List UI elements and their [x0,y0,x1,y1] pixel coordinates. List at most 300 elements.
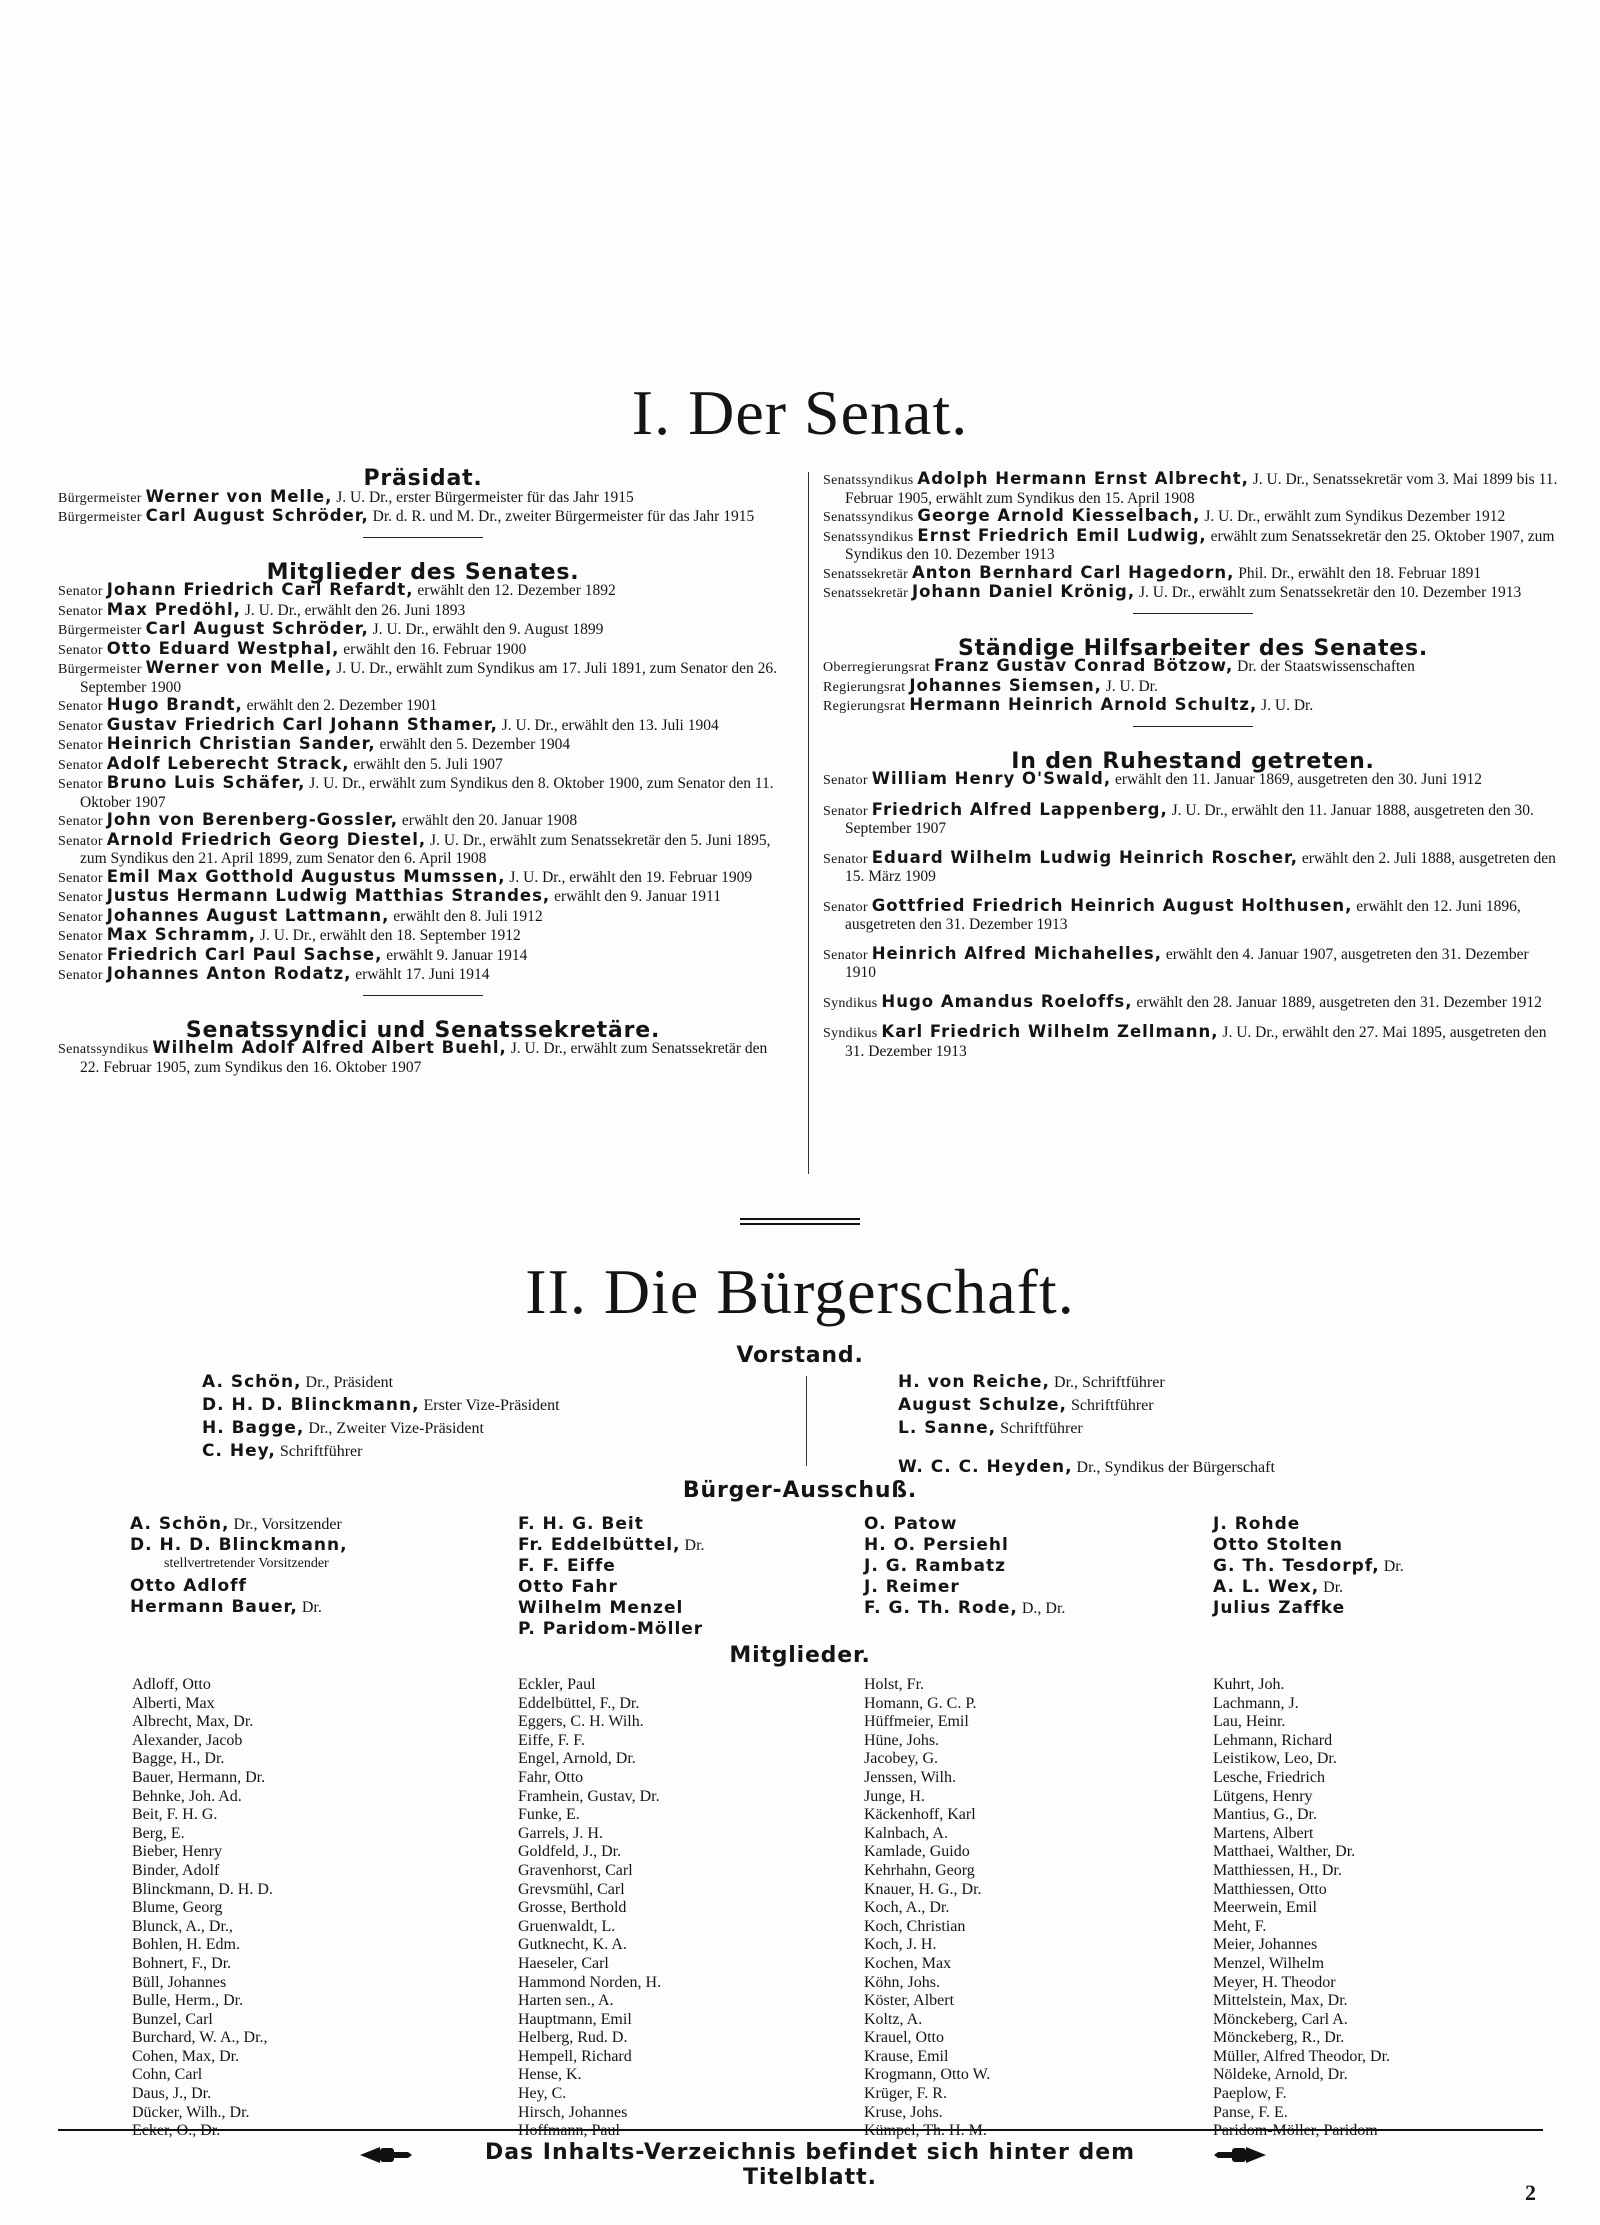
member-role: Schriftführer [1066,1397,1154,1414]
member-name: A. L. Wex, [1213,1577,1320,1597]
section-separator [740,1218,860,1225]
member-name: F. F. Eiffe [518,1556,616,1576]
entry-details: J. U. Dr., erster Bürgermeister für das Jahr 1915 [332,488,634,506]
member-list-item: Mittelstein, Max, Dr. [1213,1992,1348,2010]
ausschuss-member [864,1598,1204,1619]
entry-details: erwählt den 5. Dezember 1904 [375,736,571,753]
senate-entry [58,488,788,508]
member-name: D. H. D. Blinckmann, [202,1395,420,1415]
ausschuss-member [1213,1598,1553,1619]
senate-entry [58,868,788,888]
member-list-item: Beit, F. H. G. [132,1806,218,1824]
entry-name: Carl August Schröder, [145,619,369,638]
entry-title: Senator [58,718,103,734]
entry-name: Justus Hermann Ludwig Matthias Strandes, [106,886,551,905]
entry-title: Senator [823,851,868,867]
entry-name: Arnold Friedrich Georg Diestel, [106,829,427,849]
member-list-item: Adloff, Otto [132,1676,211,1693]
member-list-item: Jenssen, Wilh. [864,1768,956,1786]
member-list-item: Hammond Norden, H. [518,1973,662,1991]
member-list-item: Mönckeberg, Carl A. [1213,2010,1348,2028]
entry-name: Johannes Siemsen, [909,675,1102,695]
member-list-item: Nöldeke, Arnold, Dr. [1213,2066,1348,2084]
senate-entry [58,640,788,660]
senate-entry [58,1039,788,1076]
ausschuss-column [1213,1514,1553,1619]
member-list-item: Kehrhahn, Georg [864,1861,975,1879]
entry-details: erwählt den 8. Juli 1912 [389,907,543,925]
member-list-item: Koch, J. H. [864,1936,937,1954]
member-list-item: Bohnert, F., Dr. [132,1954,232,1972]
senate-entry [58,965,788,985]
senate-entry [58,716,788,736]
member-list-item: Blunck, A., Dr., [132,1917,233,1935]
footer-rule [58,2129,1543,2131]
member-list-item: Paridom-Möller, Paridom [1213,2122,1378,2140]
entry-title: Senator [58,584,103,599]
entry-name: Max Predöhl, [106,599,241,619]
ausschuss-member [518,1598,858,1619]
member-name: D. H. D. Blinckmann, [130,1535,348,1555]
entry-name: Johann Friedrich Carl Refardt, [106,580,414,599]
member-list-item: Meyer, H. Theodor [1213,1973,1336,1991]
member-name: A. Schön, [130,1514,230,1534]
member-list-item: Haeseler, Carl [518,1954,609,1972]
entry-title: Bürgermeister [58,662,142,677]
member-list-item: Kümpel, Th. H. M. [864,2122,987,2140]
member-list-item: Matthiessen, Otto [1213,1880,1327,1898]
member-list-item: Cohen, Max, Dr. [132,2047,240,2065]
ausschuss-column [130,1514,500,1618]
senate-entry [58,811,788,831]
entry-details: erwählt zum Senatssekretär den 25. Oktober 1907, zum Syndikus den 10. Dezember 1913 [845,527,1555,563]
entry-details: J. U. Dr., erwählt den 18. September 1912 [256,927,521,944]
entry-name: Friedrich Alfred Lappenberg, [871,799,1168,819]
entry-name: Emil Max Gotthold Augustus Mumssen, [106,866,506,886]
entry-title: Senator [58,948,103,964]
member-list-item: Bohlen, H. Edm. [132,1936,240,1954]
entry-details: J. U. Dr., erwählt zum Senatssekretär den 22. Februar 1905, zum Syndikus den 16. Oktober 1907 [80,1040,768,1076]
member-list-item: Berg, E. [132,1824,185,1842]
entry-title: Senator [58,642,103,658]
member-name: Otto Fahr [518,1577,618,1597]
ausschuss-member [130,1597,500,1618]
member-name: A. Schön, [202,1372,302,1392]
member-list-item: Matthaei, Walther, Dr. [1213,1843,1356,1861]
member-list-item: Müller, Alfred Theodor, Dr. [1213,2047,1391,2065]
member-list-item: Gutknecht, K. A. [518,1936,627,1954]
ausschuss-member [130,1514,500,1535]
member-list-item: Hirsch, Johannes [518,2103,628,2121]
senate-entry [58,735,788,755]
member-name: P. Paridom-Möller [518,1619,704,1639]
member-list-item: Bauer, Hermann, Dr. [132,1768,266,1786]
member-list-item: Meier, Johannes [1213,1936,1318,1954]
member-list-item: Eiffe, F. F. [518,1731,585,1749]
entry-title: Senator [58,699,103,714]
member-list-item: Käckenhoff, Karl [864,1806,976,1824]
heading-rule [1133,613,1253,614]
member-list-item: Meerwein, Emil [1213,1899,1317,1917]
ausschuss-member [518,1514,858,1535]
senate-entry [823,696,1563,716]
member-list-item: Holst, Fr. [864,1676,925,1693]
mitglieder-heading: Mitglieder. [729,1643,871,1668]
member-list-item: Lesche, Friedrich [1213,1768,1325,1786]
member-list-item: Bieber, Henry [132,1843,222,1861]
entry-details: erwählt den 16. Februar 1900 [339,640,527,658]
entry-name: Gustav Friedrich Carl Johann Sthamer, [106,714,498,734]
member-list-item: Goldfeld, J., Dr. [518,1843,622,1861]
entry-name: Gottfried Friedrich Heinrich August Holthusen, [871,895,1353,915]
member-name: L. Sanne, [898,1418,997,1438]
senate-entry [58,659,788,696]
senate-entry [58,907,788,927]
member-list-item: Framhein, Gustav, Dr. [518,1787,660,1805]
member-list-item: Meht, F. [1213,1917,1267,1935]
member-list-item: Lehmann, Richard [1213,1731,1333,1749]
entry-title: Senatssekretär [823,586,909,601]
member-list-item: Behnke, Joh. Ad. [132,1787,242,1805]
vorstand-member [202,1371,782,1394]
member-list-item: Hey, C. [518,2085,567,2103]
member-list-item: Bagge, H., Dr. [132,1750,225,1768]
entry-title: Senatssyndikus [823,473,914,488]
senate-entry [823,527,1563,564]
entry-title: Syndikus [823,1026,878,1041]
member-list-item: Eddelbüttel, F., Dr. [518,1694,640,1712]
member-list-item: Grosse, Berthold [518,1899,627,1917]
member-list-item: Hauptmann, Emil [518,2010,632,2028]
page-number: 2 [1525,2180,1536,2205]
entry-name: Adolf Leberecht Strack, [106,753,350,773]
ausschuss-member [864,1556,1204,1577]
entry-details: J. U. Dr., erwählt den 27. Mai 1895, ausgetreten den 31. Dezember 1913 [845,1024,1547,1060]
entry-title: Oberregierungsrat [823,660,930,675]
ausschuss-member [864,1514,1204,1535]
member-list-item: Lau, Heinr. [1213,1713,1286,1731]
entry-name: Johannes Anton Rodatz, [106,964,352,983]
member-list-item: Alexander, Jacob [132,1731,243,1749]
entry-title: Senator [58,833,103,849]
entry-details: Phil. Dr., erwählt den 18. Februar 1891 [1234,564,1482,582]
senate-entry [58,946,788,966]
entry-name: Max Schramm, [106,925,257,944]
entry-details: J. U. Dr., erwählt den 11. Januar 1888, ausgetreten den 30. September 1907 [845,801,1534,837]
entry-name: George Arnold Kiesselbach, [917,506,1201,525]
entry-details: erwählt den 2. Dezember 1901 [242,697,438,714]
member-list-item: Grevsmühl, Carl [518,1880,625,1898]
entry-details: J. U. Dr., erwählt zum Senatssekretär den 10. Dezember 1913 [1135,584,1522,601]
ausschuss-heading: Bürger-Ausschuß. [682,1478,918,1503]
entry-name: Adolph Hermann Ernst Albrecht, [917,469,1249,488]
member-list-item: Knauer, H. G., Dr. [864,1880,982,1898]
member-list-item: Koch, Christian [864,1917,966,1935]
entry-title: Senator [823,899,868,915]
spacer [823,1060,1563,1071]
ausschuss-member [518,1535,858,1556]
senate-entry [58,507,788,527]
member-name: J. G. Rambatz [864,1556,1006,1576]
member-list-item: Ecker, O., Dr. [132,2122,221,2140]
senate-entry [823,564,1563,584]
member-list-item: Köster, Albert [864,1992,955,2010]
senat-title: I. Der Senat. [631,377,969,448]
member-name: H. Bagge, [202,1418,305,1438]
ausschuss-member [1213,1556,1553,1577]
entry-title: Regierungsrat [823,699,906,714]
member-list-item: Panse, F. E. [1213,2103,1288,2121]
entry-details: erwählt den 2. Juli 1888, ausgetreten den 15. März 1909 [845,849,1556,885]
entry-details: J. U. Dr., erwählt zum Syndikus Dezember 1912 [1200,508,1506,525]
senat-left-column [58,466,788,1076]
heading-rule [1133,726,1253,727]
senate-entry [823,993,1563,1013]
entry-name: Wilhelm Adolf Alfred Albert Buehl, [152,1038,507,1057]
entry-title: Senator [58,757,103,773]
entry-name: Heinrich Alfred Michahelles, [871,943,1162,963]
member-role: Dr. [297,1599,322,1616]
entry-details: J. U. Dr., erwählt zum Senatssekretär den 5. Juni 1895, zum Syndikus den 21. April 1899, zum Senator den 6. April 1908 [80,831,771,867]
senat-right-column [823,470,1563,1071]
member-list-item: Martens, Albert [1213,1824,1314,1842]
member-name: Wilhelm Menzel [518,1598,684,1618]
member-role: Schriftführer [996,1420,1083,1437]
member-list-item: Gruenwaldt, L. [518,1917,616,1935]
member-list-item: Hüne, Johs. [864,1731,940,1749]
member-role: Dr., Präsident [301,1374,394,1391]
entry-title: Senator [58,814,103,829]
mitglieder-column [864,1676,1204,2141]
entry-title: Senator [823,947,868,963]
mitglieder-column [1213,1676,1573,2141]
member-role: Dr., Schriftführer [1050,1374,1165,1391]
entry-details: erwählt den 12. Juni 1896, ausgetreten den 31. Dezember 1913 [845,897,1521,933]
member-list-item: Eggers, C. H. Wilh. [518,1713,644,1731]
member-name: F. H. G. Beit [518,1514,644,1534]
entry-name: Otto Eduard Westphal, [106,638,340,658]
entry-name: Bruno Luis Schäfer, [106,773,306,792]
ausschuss-member [864,1535,1204,1556]
member-list-item: Burchard, W. A., Dr., [132,2029,268,2047]
section-heading: Präsidat. [363,466,483,491]
entry-title: Senatssyndikus [823,529,914,545]
entry-name: John von Berenberg-Gossler, [106,810,399,829]
member-list-item: Hüffmeier, Emil [864,1713,969,1731]
member-list-item: Hoffmann, Paul [518,2122,620,2140]
member-list-item: Kalnbach, A. [864,1824,948,1842]
member-list-item: Mönckeberg, R., Dr. [1213,2029,1345,2047]
section-heading: Senatssyndici und Senatssekretäre. [185,1017,661,1043]
member-list-item: Helberg, Rud. D. [518,2029,628,2047]
entry-title: Senator [58,909,103,925]
member-list-item: Krause, Emil [864,2047,949,2065]
entry-name: Johannes August Lattmann, [106,905,390,925]
ausschuss-member [130,1576,500,1597]
heading-rule [363,995,483,996]
senate-entry [823,677,1563,697]
entry-name: Friedrich Carl Paul Sachse, [106,944,383,964]
member-list-item: Mantius, G., Dr. [1213,1806,1317,1824]
entry-details: erwählt den 20. Januar 1908 [398,812,578,829]
ausschuss-member [518,1619,858,1640]
senate-entry [58,696,788,716]
senate-entry [58,581,788,601]
member-name: O. Patow [864,1514,958,1534]
member-list-item: Dücker, Wilh., Dr. [132,2103,250,2121]
senate-entry [823,770,1563,790]
member-list-item: Büll, Johannes [132,1973,227,1991]
member-list-item: Matthiessen, H., Dr. [1213,1861,1342,1879]
entry-name: Eduard Wilhelm Ludwig Heinrich Roscher, [871,847,1299,867]
member-list-item: Paeplow, F. [1213,2085,1287,2103]
heading-rule [363,537,483,538]
member-name: Otto Adloff [130,1576,247,1596]
entry-title: Senator [58,929,103,944]
entry-name: Heinrich Christian Sander, [106,734,376,753]
ausschuss-member [130,1535,500,1556]
entry-details: Dr. d. R. und M. Dr., zweiter Bürgermeister für das Jahr 1915 [368,508,755,525]
senate-entry [823,583,1563,603]
member-list-item: Koch, A., Dr. [864,1899,950,1917]
entry-details: J. U. Dr., erwählt den 26. Juni 1893 [240,601,466,619]
pointing-hand-left-icon [358,2142,416,2168]
member-list-item: Kuhrt, Joh. [1213,1676,1285,1693]
entry-details: J. U. Dr., Senatssekretär vom 3. Mai 1899 bis 11. Februar 1905, erwählt zum Syndikus den 15. April 1908 [845,471,1558,507]
entry-title: Regierungsrat [823,679,906,695]
member-list-item: Harten sen., A. [518,1992,614,2010]
entry-name: Werner von Melle, [145,486,333,506]
vorstand-member [202,1417,782,1440]
member-role: Schriftführer [275,1443,363,1460]
entry-title: Senator [58,870,103,886]
section-heading: Ständige Hilfsarbeiter des Senates. [957,635,1429,661]
entry-details: erwählt den 5. Juli 1907 [349,755,503,773]
senate-entry [58,887,788,907]
member-list-item: Bunzel, Carl [132,2010,213,2028]
member-list-item: Kruse, Johs. [864,2103,943,2121]
entry-title: Senatssyndikus [58,1042,149,1057]
ausschuss-member [864,1577,1204,1598]
entry-details: Dr. der Staatswissenschaften [1233,658,1415,675]
member-list-item: Engel, Arnold, Dr. [518,1750,636,1768]
member-name: J. Reimer [864,1577,960,1597]
column-divider [808,472,809,1174]
entry-title: Senator [823,803,868,819]
entry-title: Senator [58,777,103,792]
vorstand-heading: Vorstand. [736,1343,864,1368]
entry-title: Bürgermeister [58,490,142,506]
senate-entry [823,507,1563,527]
entry-title: Senator [58,603,103,619]
entry-name: Hugo Brandt, [106,695,243,714]
entry-name: Werner von Melle, [145,658,333,677]
member-role: Dr., Zweiter Vize-Präsident [304,1420,484,1437]
entry-details: erwählt den 11. Januar 1869, ausgetreten den 30. Juni 1912 [1111,771,1483,788]
entry-name: Anton Bernhard Carl Hagedorn, [911,562,1235,582]
senate-entry [58,774,788,811]
senate-entry [823,1023,1563,1060]
entry-title: Senator [58,890,103,905]
member-name: H. von Reiche, [898,1372,1051,1392]
entry-details: erwählt den 28. Januar 1889, ausgetreten den 31. Dezember 1912 [1132,993,1542,1011]
member-list-item: Garrels, J. H. [518,1824,603,1842]
entry-title: Bürgermeister [58,510,142,525]
senate-entry [58,755,788,775]
vorstand-member [898,1417,1498,1440]
section-heading: In den Ruhestand getreten. [1011,748,1375,774]
member-list-item: Hempell, Richard [518,2047,632,2065]
senate-entry [58,601,788,621]
senate-entry [58,620,788,640]
ausschuss-member [518,1577,858,1598]
entry-title: Senatssyndikus [823,510,914,525]
mitglieder-column [132,1676,502,2141]
entry-title: Syndikus [823,995,878,1011]
entry-details: erwählt den 4. Januar 1907, ausgetreten den 31. Dezember 1910 [845,945,1529,981]
ausschuss-column [864,1514,1204,1619]
member-list-item: Blume, Georg [132,1899,223,1917]
ausschuss-member [1213,1577,1553,1598]
entry-title: Senator [58,968,103,983]
member-list-item: Blinckmann, D. H. D. [132,1880,273,1898]
member-name: August Schulze, [898,1395,1067,1415]
member-role: Dr. [1319,1579,1344,1596]
member-list-item: Krauel, Otto [864,2029,944,2047]
member-list-item: Fahr, Otto [518,1768,584,1786]
entry-name: Hugo Amandus Roeloffs, [881,991,1133,1011]
entry-name: William Henry O'Swald, [871,769,1112,788]
member-subrole: stellvertretender Vorsitzender [164,1556,329,1571]
entry-details: J. U. Dr. [1101,677,1158,695]
member-role: Dr. [1379,1558,1404,1575]
member-name: Fr. Eddelbüttel, [518,1535,681,1555]
entry-details: J. U. Dr. [1257,697,1314,714]
entry-name: Franz Gustav Conrad Bötzow, [933,656,1234,675]
member-role: Erster Vize-Präsident [419,1397,560,1414]
member-name: H. O. Persiehl [864,1535,1009,1555]
member-name: W. C. C. Heyden, [898,1457,1073,1477]
member-list-item: Daus, J., Dr. [132,2085,212,2103]
member-list-item: Junge, H. [864,1787,925,1805]
entry-details: erwählt 9. Januar 1914 [382,946,528,964]
member-name: J. Rohde [1213,1514,1301,1534]
entry-title: Bürgermeister [58,623,142,638]
section-heading: Mitglieder des Senates. [266,559,580,585]
entry-name: Johann Daniel Krönig, [911,582,1136,601]
member-list-item: Albrecht, Max, Dr. [132,1713,254,1731]
member-list-item: Alberti, Max [132,1694,215,1712]
vorstand-member [202,1394,782,1417]
member-list-item: Eckler, Paul [518,1676,596,1693]
entry-details: J. U. Dr., erwählt den 9. August 1899 [368,621,604,638]
pointing-hand-right-icon [1210,2142,1268,2168]
entry-title: Senatssekretär [823,566,909,582]
entry-details: J. U. Dr., erwählt den 13. Juli 1904 [497,716,719,734]
entry-details: erwählt den 9. Januar 1911 [550,888,721,905]
member-name: G. Th. Tesdorpf, [1213,1556,1380,1576]
entry-title: Senator [58,738,103,753]
member-name: Hermann Bauer, [130,1597,298,1617]
member-list-item: Menzel, Wilhelm [1213,1954,1325,1972]
member-list-item: Kamlade, Guido [864,1843,970,1861]
member-name: Julius Zaffke [1213,1598,1346,1618]
ausschuss-member [1213,1535,1553,1556]
entry-details: erwählt 17. Juni 1914 [351,966,490,983]
member-name: Otto Stolten [1213,1535,1343,1555]
entry-name: Ernst Friedrich Emil Ludwig, [917,525,1207,545]
member-list-item: Lachmann, J. [1213,1694,1299,1712]
